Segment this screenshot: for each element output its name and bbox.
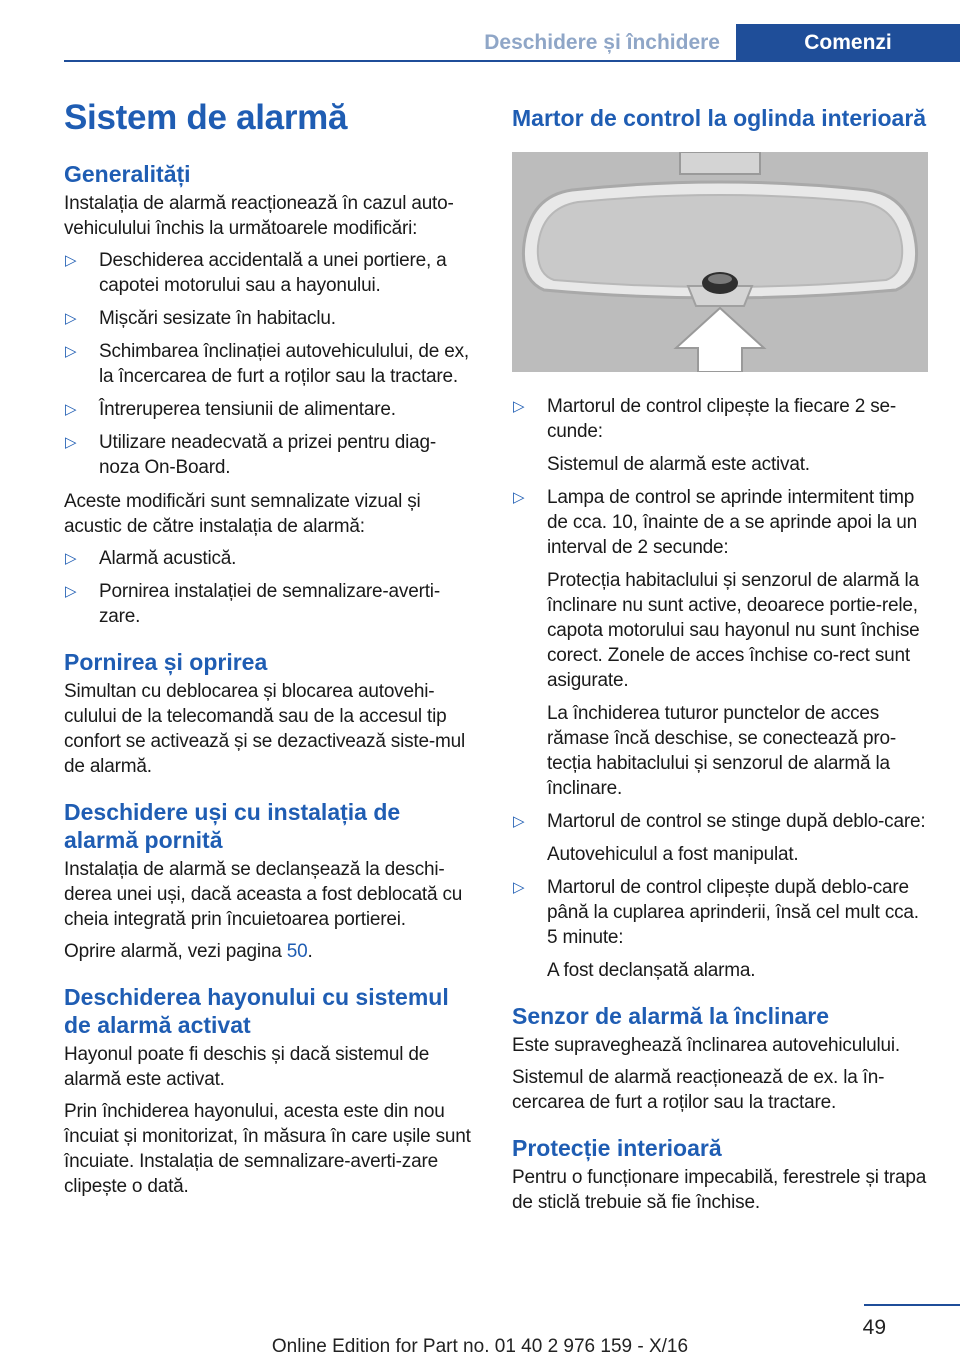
signal-intro: Aceste modificări sunt semnalizate vizual și acustic de către instalația de alarmă:	[64, 491, 421, 537]
list-item-text: Martorul de control clipește la fiecare 2 se-cunde:	[547, 396, 896, 442]
triangle-bullet-icon: ▷	[65, 434, 77, 451]
header-chapter-tab: Comenzi	[736, 24, 960, 62]
footer-rule	[864, 1304, 960, 1306]
list-item-result: Autovehiculul a fost manipulat.	[547, 844, 799, 865]
list-item-text: Întreruperea tensiunii de alimentare.	[99, 399, 396, 420]
triangle-bullet-icon: ▷	[65, 343, 77, 360]
list-item	[64, 339, 476, 389]
list-item-text: Alarmă acustică.	[99, 548, 237, 569]
list-item-text: Martorul de control clipește după deblo-care până la cuplarea aprinderii, însă cel mult cca. 5 minute:	[547, 877, 919, 948]
list-item-text: Lampa de control se aprinde intermitent timp de cca. 10, înainte de a se aprinde apoi la un interval de 2 secunde:	[547, 487, 918, 558]
tilt-text-1: Este supraveghează înclinarea autovehiculului.	[512, 1035, 900, 1056]
triangle-bullet-icon: ▷	[513, 398, 525, 415]
right-column	[512, 96, 928, 1222]
list-item	[512, 485, 928, 801]
list-item-result: Protecția habitaclului și senzorul de alarmă la înclinare nu sunt active, deoarece portie-rele, capota motorului sau hayonul nu sunt închise corect. Zonele de acces închise co-rect sunt asigurate.	[547, 570, 920, 691]
triangle-bullet-icon: ▷	[65, 583, 77, 600]
section-heading-interior: Protecție interioară	[512, 1135, 722, 1161]
section-heading-onoff: Pornirea și oprirea	[64, 649, 268, 675]
list-item	[64, 306, 476, 331]
section-tilt	[512, 1002, 928, 1115]
section-heading-tailgate: Deschiderea hayonului cu sistemul de alarmă activat	[64, 984, 449, 1038]
header-rule	[64, 60, 960, 62]
page-reference-link[interactable]: 50	[286, 941, 308, 962]
list-item-text: Schimbarea înclinației autovehiculului, de ex, la încercarea de furt a roților sau la tractare.	[99, 341, 469, 387]
page-number: 49	[862, 1316, 886, 1339]
indicator-list	[512, 394, 928, 983]
section-tailgate	[64, 983, 476, 1199]
list-item	[64, 579, 476, 629]
list-item	[64, 546, 476, 571]
list-item-text: Martorul de control se stinge după deblo-care:	[547, 811, 926, 832]
generalities-intro: Instalația de alarmă reacționează în cazul auto-vehiculului închis la următoarele modificări:	[64, 193, 454, 239]
doors-reference	[64, 939, 476, 964]
list-item-result: Sistemul de alarmă este activat.	[547, 454, 810, 475]
list-item-result: A fost declanșată alarma.	[547, 960, 756, 981]
rearview-mirror-illustration	[512, 152, 928, 372]
section-onoff	[64, 648, 476, 779]
doors-reference-text: Oprire alarmă, vezi pagina	[64, 941, 287, 962]
tailgate-text-2: Prin închiderea hayonului, acesta este din nou încuiat și monitorizat, în măsura în care ușile sunt încuiate. Instalația de semnalizare-averti-zare clipește o dată.	[64, 1101, 471, 1197]
list-item	[64, 397, 476, 422]
doors-text: Instalația de alarmă se declanșează la deschi-derea unei uși, dacă aceasta a fost deblocată cu cheia integrată prin încuietoarea portierei.	[64, 859, 463, 930]
triangle-bullet-icon: ▷	[513, 489, 525, 506]
list-item	[64, 248, 476, 298]
triangle-bullet-icon: ▷	[65, 550, 77, 567]
section-heading-doors: Deschidere uși cu instalația de alarmă pornită	[64, 799, 401, 853]
triangle-bullet-icon: ▷	[65, 401, 77, 418]
section-heading-indicator: Martor de control la oglinda interioară	[512, 105, 927, 131]
section-heading-generalities: Generalități	[64, 161, 191, 187]
trigger-list	[64, 248, 476, 480]
doors-reference-end: .	[307, 941, 313, 962]
left-column	[64, 96, 476, 1206]
triangle-bullet-icon: ▷	[65, 310, 77, 327]
header-section-title: Deschidere și închidere	[484, 31, 720, 54]
page-title: Sistem de alarmă	[64, 98, 348, 137]
triangle-bullet-icon: ▷	[65, 252, 77, 269]
footer-edition: Online Edition for Part no. 01 40 2 976 159 - X/16	[271, 1336, 689, 1357]
triangle-bullet-icon: ▷	[513, 813, 525, 830]
tilt-text-2: Sistemul de alarmă reacționează de ex. la în-cercarea de furt a roților sau la tractare.	[512, 1067, 885, 1113]
list-item	[512, 875, 928, 983]
section-heading-tilt: Senzor de alarmă la înclinare	[512, 1003, 830, 1029]
list-item	[512, 809, 928, 867]
section-doors	[64, 798, 476, 964]
list-item-text: Pornirea instalației de semnalizare-averti-zare.	[99, 581, 440, 627]
section-interior	[512, 1134, 928, 1215]
list-item	[64, 430, 476, 480]
list-item-text: Mișcări sesizate în habitaclu.	[99, 308, 336, 329]
signal-list	[64, 546, 476, 629]
list-item-result: La închiderea tuturor punctelor de acces rămase încă deschise, se conectează pro-tecția habitaclului și senzorul de alarmă la înclinare.	[547, 703, 896, 799]
list-item-text: Deschiderea accidentală a unei portiere, a capotei motorului sau a hayonului.	[99, 250, 447, 296]
triangle-bullet-icon: ▷	[513, 879, 525, 896]
tailgate-text-1: Hayonul poate fi deschis și dacă sistemul de alarmă este activat.	[64, 1044, 430, 1090]
interior-text: Pentru o funcționare impecabilă, ferestrele și trapa de sticlă trebuie să fie închise.	[512, 1167, 927, 1213]
list-item-text: Utilizare neadecvată a prizei pentru diag-noza On-Board.	[99, 432, 436, 478]
list-item	[512, 394, 928, 477]
onoff-text: Simultan cu deblocarea și blocarea autovehi-culului de la telecomandă sau de la accesul tip confort se activează și se dezactivează siste-mul de alarmă.	[64, 681, 465, 777]
